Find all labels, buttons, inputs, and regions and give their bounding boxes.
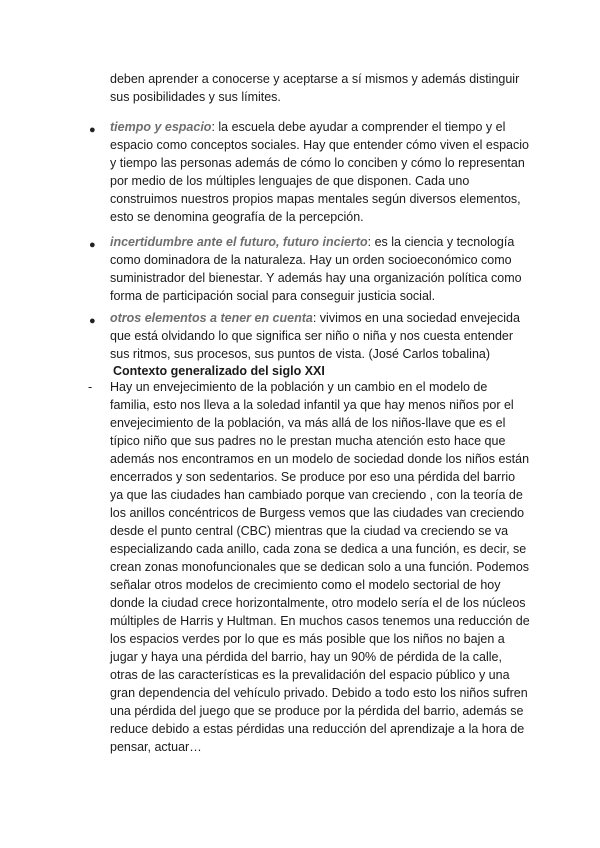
section-heading: Contexto generalizado del siglo XXI xyxy=(113,364,325,378)
bullet-text: : vivimos en una sociedad envejecida que está olvidando lo que significa ser niño o niña y nos cuesta entender sus ritmos, sus procesos, sus puntos de vista. (José Carlos tobalina) xyxy=(110,311,520,361)
bullet-item-otros-elementos xyxy=(110,309,530,363)
bullet-marker: ● xyxy=(89,239,96,251)
bullet-keyword: incertidumbre ante el futuro, futuro incierto xyxy=(110,235,368,249)
section-body: Hay un envejecimiento de la población y un cambio en el modelo de familia, esto nos lleva a la soledad infantil ya que hay menos niños por el envejecimiento de la población, va más allá de los niños-llave que es el típico niño que sus padres no le prestan mucha atención esto hace que además nos encontramos en un modelo de sociedad donde los niños están encerrados y son sedentarios. Se produce por eso una pérdida del barrio ya que las ciudades han cambiado porque van creciendo , con la teoría de los anillos concéntricos de Burgess vemos que las ciudades van creciendo desde el punto central (CBC) mientras que la ciudad va creciendo se va especializando cada anillo, cada zona se dedica a una función, es decir, se crean zonas monofuncionales que se dedican solo a una función. Podemos señalar otros modelos de crecimiento como el modelo sectorial de hoy donde la ciudad crece horizontalmente, otro modelo sería el de los núcleos múltiples de Harris y Hultman. En muchos casos tenemos una reducción de los espacios verdes por lo que es más posible que los niños no bajen a jugar y haya una pérdida del barrio, hay un 90% de pérdida de la calle, otras de las características es la prevalidación del espacio público y una gran dependencia del vehículo privado. Debido a todo esto los niños sufren una pérdida del juego que se produce por la pérdida del barrio, además se reduce debido a estas pérdidas una reducción del aprendizaje a la hora de pensar, actuar… xyxy=(110,380,530,754)
bullet-item-incertidumbre xyxy=(110,233,530,305)
bullet-marker: ● xyxy=(89,124,96,136)
bullet-text: : es la ciencia y tecnología como dominadora de la naturaleza. Hay un orden socioeconómico como suministrador del bienestar. Y además hay una organización política como forma de participación social para conseguir justicia social. xyxy=(110,235,522,303)
dash-marker: - xyxy=(88,380,93,394)
intro-paragraph: deben aprender a conocerse y aceptarse a sí mismos y además distinguir sus posibilidades y sus límites. xyxy=(110,72,520,104)
bullet-marker: ● xyxy=(89,315,96,327)
bullet-text: : la escuela debe ayudar a comprender el tiempo y el espacio como conceptos sociales. Hay que entender cómo viven el espacio y tiempo las personas además de cómo lo conciben y cómo lo representan por medio de los múltiples lenguajes de que disponen. Cada uno construimos nuestros propios mapas mentales según diversos elementos, esto se denomina geografía de la percepción. xyxy=(110,120,529,224)
bullet-keyword: otros elementos a tener en cuenta xyxy=(110,311,313,325)
bullet-item-tiempo-espacio xyxy=(110,118,530,226)
bullet-keyword: tiempo y espacio xyxy=(110,120,212,134)
